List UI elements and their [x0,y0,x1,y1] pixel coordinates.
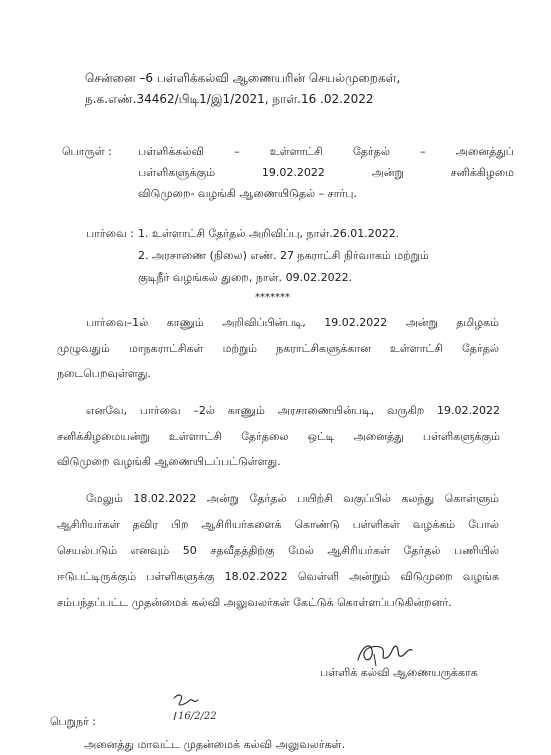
paragraph1-line-1: பார்வை–1ல் காணும் அறிவிப்பின்படி, 19.02.2022 அன்று தமிழகம் [86,316,499,329]
header-line-2: ந.க.எண்.34462/பிடி1/இ1/2021, நாள்.16 .02.2022 [85,92,374,106]
separator: ******* [255,292,290,303]
signature-designation: பள்ளிக் கல்வி ஆணையருக்காக [320,666,478,679]
reference-line-1: 1. உள்ளாட்சி தேர்தல் அறிவிப்பு, நாள்.26.01.2022. [138,227,400,240]
subject-line-1: பள்ளிக்கல்வி – உள்ளாட்சி தேர்தல் – அனைத்துப் [138,145,514,158]
paragraph1-line-2: முழுவதும் மாநகராட்சிகள் மற்றும் நகராட்சிகளுக்கான உள்ளாட்சி தேர்தல் [57,342,499,355]
paragraph3-line-1: மேலும் 18.02.2022 அன்று தேர்தல் பயிற்சி வகுப்பில் கலந்து கொள்ளும் [86,492,499,505]
recipients-line-1: அனைத்து மாவட்ட முதன்மைக் கல்வி அலுவலர்கள். [84,738,346,751]
paragraph3-line-3: செயல்படும் எனவும் 50 சதவீதத்திற்கு மேல் ஆசிரியர்கள் தேர்தல் பணியில் [57,544,499,557]
header-line-1: சென்னை –6 பள்ளிக்கல்வி ஆணையரின் செயல்முறைகள், [85,71,401,85]
reference-line-2: 2. அரசாணை (நிலை) எண். 27 நகராட்சி நிர்வாகம் மற்றும் [138,249,429,262]
recipients-label: பெறுநர் : [50,715,96,728]
subject-label: பொருள் : [62,145,112,158]
paragraph3-line-5: சம்பந்தப்பட்ட முதன்மைக் கல்வி அலுவலர்கள் கேட்டுக் கொள்ளப்படுகின்றனர். [57,596,452,609]
signature-scribble [352,636,422,670]
reference-line-3: குடிநீர் வழங்கல் துறை, நாள். 09.02.2022. [138,271,353,284]
paragraph1-line-3: நடைபெறவுள்ளது. [57,367,151,380]
paragraph2-line-2: சனிக்கிழமையன்று உள்ளாட்சி தேர்தலை ஒட்டி அனைத்து பள்ளிகளுக்கும் [57,430,500,443]
paragraph3-line-2: ஆசிரியர்கள் தவிர பிற ஆசிரியர்களைக் கொண்டு பள்ளிகள் வழக்கம் போல் [57,518,499,531]
paragraph2-line-1: எனவே, பார்வை –2ல் காணும் அரசாணையின்படி, வருகிற 19.02.2022 [86,404,500,417]
paragraph3-line-4: ஈடுபட்டிருக்கும் பள்ளிகளுக்கு 18.02.2022 வெள்ளி அன்றும் விடுமுறை வழங்க [57,570,499,583]
subject-line-2: பள்ளிகளுக்கும் 19.02.2022 அன்று சனிக்கிழமை [138,166,514,179]
subject-line-3: விடுமுறை- வழங்கி ஆணையிடுதல் – சார்பு. [138,187,357,200]
reference-label: பார்வை : [86,227,134,240]
paragraph2-line-3: விடுமுறை வழங்கி ஆணையிடப்பட்டுள்ளது. [57,455,281,468]
handwritten-date: 16/2/22 [178,711,217,722]
